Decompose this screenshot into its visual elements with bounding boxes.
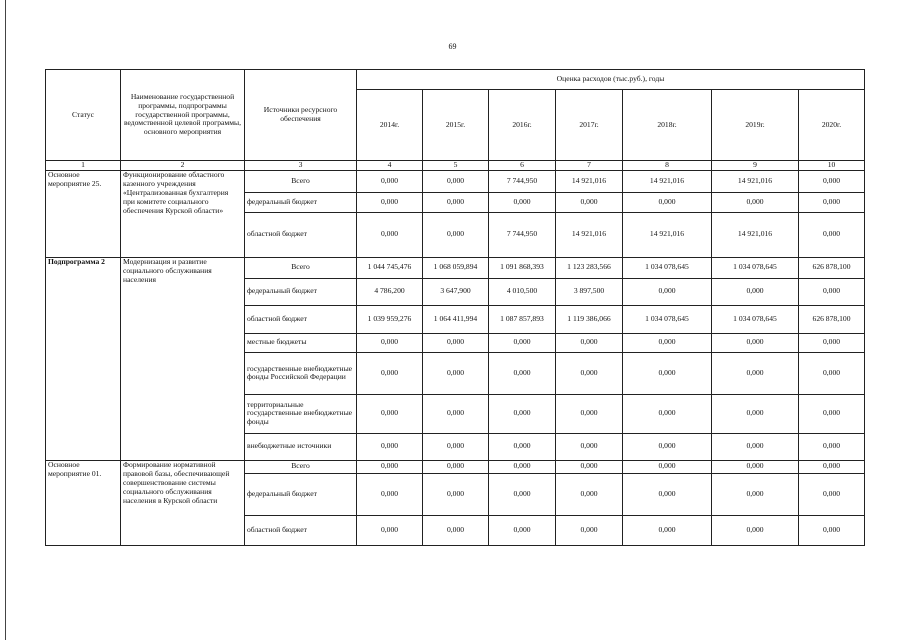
expense-value: 0,000 xyxy=(556,433,623,460)
expense-value: 0,000 xyxy=(712,352,799,394)
funding-source: Всего xyxy=(245,257,357,278)
expense-value: 0,000 xyxy=(357,333,423,352)
funding-source: Всего xyxy=(245,460,357,473)
column-number: 8 xyxy=(623,161,712,171)
expense-value: 0,000 xyxy=(799,278,865,305)
header-year: 2018г. xyxy=(623,90,712,161)
column-number: 1 xyxy=(46,161,121,171)
row-program-name: Функционирование областного казенного учреждения «Централизованная бухгалтерия при комитете социального обеспечения Курской области» xyxy=(121,170,245,257)
expense-value: 0,000 xyxy=(489,460,556,473)
expense-value: 0,000 xyxy=(712,433,799,460)
expense-value: 1 068 059,894 xyxy=(423,257,489,278)
column-number: 5 xyxy=(423,161,489,171)
expense-value: 0,000 xyxy=(799,170,865,192)
expense-value: 0,000 xyxy=(423,212,489,257)
expense-value: 1 034 078,645 xyxy=(712,305,799,333)
column-number: 7 xyxy=(556,161,623,171)
expense-value: 0,000 xyxy=(623,278,712,305)
expense-value: 0,000 xyxy=(712,460,799,473)
expense-value: 0,000 xyxy=(357,212,423,257)
expense-value: 4 786,200 xyxy=(357,278,423,305)
expense-value: 0,000 xyxy=(712,515,799,545)
expense-value: 0,000 xyxy=(799,394,865,433)
row-status: Подпрограмма 2 xyxy=(46,257,121,460)
expense-value: 0,000 xyxy=(712,278,799,305)
column-number: 10 xyxy=(799,161,865,171)
expense-value: 0,000 xyxy=(489,515,556,545)
funding-source: внебюджетные источники xyxy=(245,433,357,460)
expense-value: 0,000 xyxy=(799,433,865,460)
expense-value: 0,000 xyxy=(556,352,623,394)
expense-value: 1 044 745,476 xyxy=(357,257,423,278)
table-row xyxy=(46,460,865,473)
header-year: 2014г. xyxy=(357,90,423,161)
page-number: 69 xyxy=(448,42,457,51)
column-number: 4 xyxy=(357,161,423,171)
row-status: Основное мероприятие 25. xyxy=(46,170,121,257)
expense-value: 3 647,900 xyxy=(423,278,489,305)
row-status: Основное мероприятие 01. xyxy=(46,460,121,545)
expense-value: 0,000 xyxy=(799,460,865,473)
header-year: 2019г. xyxy=(712,90,799,161)
row-program-name: Формирование нормативной правовой базы, обеспечивающей совершенствование системы социального обслуживания населения в Курской области xyxy=(121,460,245,545)
funding-source: Всего xyxy=(245,170,357,192)
expense-value: 0,000 xyxy=(623,473,712,515)
expense-value: 0,000 xyxy=(357,394,423,433)
expense-value: 0,000 xyxy=(799,473,865,515)
expense-value: 0,000 xyxy=(423,433,489,460)
expense-value: 1 034 078,645 xyxy=(623,257,712,278)
expense-value: 0,000 xyxy=(423,333,489,352)
column-numbers-row xyxy=(46,161,865,171)
expense-value: 0,000 xyxy=(489,394,556,433)
header-name: Наименование государственной программы, подпрограммы государственной программы, ведомственной целевой программы, основного мероприятия xyxy=(121,70,245,161)
expense-value: 0,000 xyxy=(357,192,423,212)
expense-value: 0,000 xyxy=(489,473,556,515)
expense-value: 1 039 959,276 xyxy=(357,305,423,333)
header-year: 2017г. xyxy=(556,90,623,161)
header-year: 2020г. xyxy=(799,90,865,161)
expense-value: 0,000 xyxy=(623,515,712,545)
expense-value: 0,000 xyxy=(556,333,623,352)
header-year: 2016г. xyxy=(489,90,556,161)
expense-value: 0,000 xyxy=(423,192,489,212)
expense-value: 0,000 xyxy=(357,515,423,545)
expense-value: 4 010,500 xyxy=(489,278,556,305)
expense-value: 1 119 386,066 xyxy=(556,305,623,333)
funding-source: областной бюджет xyxy=(245,305,357,333)
expense-value: 0,000 xyxy=(357,433,423,460)
expense-value: 14 921,016 xyxy=(623,212,712,257)
funding-source: местные бюджеты xyxy=(245,333,357,352)
column-number: 9 xyxy=(712,161,799,171)
expense-value: 1 064 411,994 xyxy=(423,305,489,333)
expense-value: 0,000 xyxy=(623,192,712,212)
expense-value: 0,000 xyxy=(423,352,489,394)
page-edge-line xyxy=(5,0,6,640)
expense-value: 0,000 xyxy=(556,192,623,212)
expense-value: 0,000 xyxy=(623,433,712,460)
expense-value: 0,000 xyxy=(712,192,799,212)
expense-value: 0,000 xyxy=(623,333,712,352)
expense-value: 7 744,950 xyxy=(489,170,556,192)
header-sources: Источники ресурсного обеспечения xyxy=(245,70,357,161)
expense-value: 1 034 078,645 xyxy=(712,257,799,278)
expense-value: 0,000 xyxy=(423,473,489,515)
funding-source: областной бюджет xyxy=(245,515,357,545)
expense-value: 0,000 xyxy=(799,352,865,394)
header-estimate: Оценка расходов (тыс.руб.), годы xyxy=(357,70,865,90)
header-year: 2015г. xyxy=(423,90,489,161)
expense-value: 0,000 xyxy=(799,192,865,212)
expense-value: 626 878,100 xyxy=(799,257,865,278)
expense-value: 14 921,016 xyxy=(712,212,799,257)
expense-value: 0,000 xyxy=(712,333,799,352)
expense-value: 0,000 xyxy=(357,170,423,192)
expense-value: 14 921,016 xyxy=(556,170,623,192)
column-number: 3 xyxy=(245,161,357,171)
expense-value: 0,000 xyxy=(357,352,423,394)
expense-value: 14 921,016 xyxy=(623,170,712,192)
expense-value: 1 123 283,566 xyxy=(556,257,623,278)
column-number: 2 xyxy=(121,161,245,171)
expense-value: 0,000 xyxy=(423,170,489,192)
expense-value: 0,000 xyxy=(799,333,865,352)
expense-value: 0,000 xyxy=(556,394,623,433)
expense-value: 0,000 xyxy=(623,352,712,394)
expense-value: 0,000 xyxy=(489,352,556,394)
expense-value: 0,000 xyxy=(799,515,865,545)
table-header xyxy=(46,70,865,171)
expense-value: 0,000 xyxy=(489,333,556,352)
expense-value: 0,000 xyxy=(423,515,489,545)
table-body xyxy=(46,170,865,545)
expense-value: 0,000 xyxy=(799,212,865,257)
expense-value: 7 744,950 xyxy=(489,212,556,257)
row-program-name: Модернизация и развитие социального обслуживания населения xyxy=(121,257,245,460)
budget-table xyxy=(45,69,865,546)
expense-value: 0,000 xyxy=(712,394,799,433)
funding-source: федеральный бюджет xyxy=(245,278,357,305)
expense-value: 0,000 xyxy=(556,515,623,545)
funding-source: территориальные государственные внебюджетные фонды xyxy=(245,394,357,433)
expense-value: 0,000 xyxy=(357,460,423,473)
table-row xyxy=(46,170,865,192)
expense-value: 0,000 xyxy=(556,460,623,473)
expense-value: 1 034 078,645 xyxy=(623,305,712,333)
expense-value: 0,000 xyxy=(623,460,712,473)
expense-value: 1 087 857,893 xyxy=(489,305,556,333)
expense-value: 0,000 xyxy=(623,394,712,433)
funding-source: федеральный бюджет xyxy=(245,192,357,212)
expense-value: 0,000 xyxy=(712,473,799,515)
expense-value: 0,000 xyxy=(423,460,489,473)
expense-value: 0,000 xyxy=(489,433,556,460)
expense-value: 0,000 xyxy=(357,473,423,515)
funding-source: областной бюджет xyxy=(245,212,357,257)
header-status: Статус xyxy=(46,70,121,161)
funding-source: государственные внебюджетные фонды Российской Федерации xyxy=(245,352,357,394)
expense-value: 0,000 xyxy=(556,473,623,515)
expense-value: 1 091 868,393 xyxy=(489,257,556,278)
expense-value: 626 878,100 xyxy=(799,305,865,333)
expense-value: 14 921,016 xyxy=(556,212,623,257)
expense-value: 0,000 xyxy=(423,394,489,433)
expense-value: 3 897,500 xyxy=(556,278,623,305)
expense-value: 0,000 xyxy=(489,192,556,212)
funding-source: федеральный бюджет xyxy=(245,473,357,515)
table-row xyxy=(46,257,865,278)
expense-value: 14 921,016 xyxy=(712,170,799,192)
column-number: 6 xyxy=(489,161,556,171)
